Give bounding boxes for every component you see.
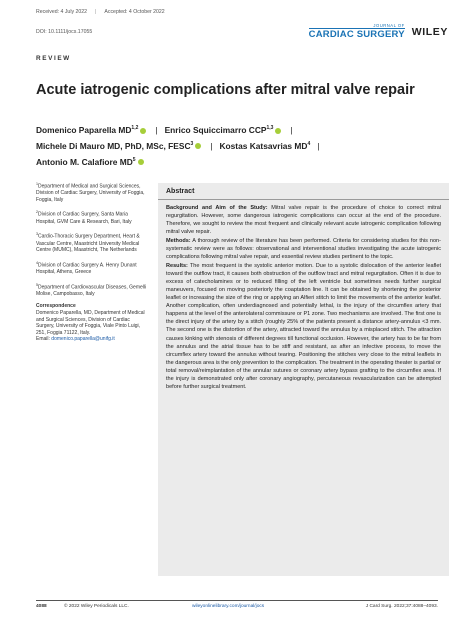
affiliation-text: Department of Cardiovascular Diseases, Gemelli Molise, Campobasso, Italy [36, 284, 147, 297]
email-link[interactable]: domenico.paparella@unifg.it [51, 336, 115, 343]
doi[interactable]: DOI: 10.1111/jocs.17055 [36, 29, 93, 35]
background-label: Background and Aim of the Study: [166, 205, 268, 211]
author-name: Antonio M. Calafiore MD [36, 156, 133, 167]
author-separator: | [210, 140, 213, 151]
correspondence-label: Correspondence [36, 303, 76, 310]
affiliations [36, 181, 148, 349]
author-affil: 3 [190, 140, 194, 147]
affiliation-text: Division of Cardiac Surgery A. Henry Dunant Hospital, Athens, Greece [36, 262, 137, 275]
orcid-icon[interactable] [275, 128, 281, 134]
abstract-background [166, 204, 441, 236]
section-label: REVIEW [36, 55, 71, 62]
author-list [36, 121, 456, 168]
methods-label: Methods: [166, 237, 191, 244]
author-name: Kostas Katsavrias MD [219, 140, 308, 151]
abstract-body [158, 200, 449, 391]
affiliation-num: 4 [36, 260, 38, 265]
author-separator: | [155, 124, 158, 135]
affiliation-text: Department of Medical and Surgical Sciences, Division of Cardiac Surgery, University of Foggia, Foggia, Italy [36, 183, 145, 203]
affiliation [36, 181, 148, 203]
orcid-icon[interactable] [140, 128, 146, 134]
correspondence-text: Domenico Paparella, MD, Department of Medical and Surgical Sciences, Division of Cardiac Surgery, University of Foggia, Viale Pinto Luigi, 251, Foggia 71122, Italy. [36, 310, 145, 336]
affiliation-num: 1 [36, 182, 38, 186]
author-affil: 1,3 [266, 125, 274, 131]
journal-logo-main: CARDIAC SURGERY [308, 29, 405, 40]
article-title: Acute iatrogenic complications after mitral valve repair [36, 82, 415, 98]
orcid-icon[interactable] [195, 143, 201, 149]
correspondence [36, 303, 148, 343]
author-name: Michele Di Mauro MD, PhD, MSc, FESC [36, 140, 191, 151]
author-affil: 4 [307, 140, 311, 147]
publisher-logo: WILEY [411, 25, 448, 38]
accepted-date: Accepted: 4 October 2022 [104, 9, 165, 15]
abstract-methods [166, 237, 441, 261]
affiliation-num: 5 [36, 282, 38, 287]
background-text: Mitral valve repair is the procedure of choice to correct mitral regurgitation. However, some dangerous iatrogenic complications can occur at the end of the procedure. Therefore, we sought to review the most frequent and clinically relevant acute iatrogenic complication following mitral valve repair. [166, 205, 442, 236]
journal-logo-small: JOURNAL OF [373, 23, 405, 28]
affiliation-num: 2 [36, 210, 38, 215]
copyright: © 2022 Wiley Periodicals LLC. [64, 604, 129, 609]
affiliation [36, 209, 148, 225]
affiliation [36, 282, 148, 298]
author-separator: | [317, 140, 320, 151]
author-separator: | [290, 124, 293, 135]
author-name: Domenico Paparella MD [36, 124, 132, 135]
footer-divider [36, 600, 438, 601]
methods-text: A thorough review of the literature has been performed. Criteria for considering studies for this non-systematic review were as follows: observational and interventional studies investigating the acute iatrogenic complications following mitral valve repair, and essential review studies pertinent to the topic. [166, 237, 441, 261]
article-dates [36, 9, 173, 15]
orcid-icon[interactable] [138, 159, 144, 165]
affiliation [36, 260, 148, 276]
abstract-box [158, 183, 449, 576]
author-affil: 1,2 [131, 125, 139, 131]
abstract-heading: Abstract [158, 183, 449, 200]
journal-url-link[interactable]: wileyonlinelibrary.com/journal/jocs [192, 604, 265, 609]
affiliation-text: Cardio-Thoracic Surgery Department, Heart & Vascular Centre, Maastricht University Medical Centre (MUMC), Maastricht, The Netherlands [36, 233, 140, 254]
author-affil: 5 [132, 156, 136, 163]
journal-logo [309, 23, 448, 40]
affiliation-num: 3 [36, 232, 38, 237]
results-text: The most frequent is the systolic anterior motion. Due to a systolic dislocation of the anterior leaflet toward the outflow tract, it causes both obstruction of the outflow tract and mitral regurgitation. Often it is due to excess of catecholamines or to reduced filling of the left ventricle but sometimes needs further surgical maneuvers, focused on moving posteriorly the coaptation line. It can be obtained by shortening the posterior leaflet or increasing the size of the ring or applying an Alfieri stitch to limit the movements of the anterior leaflet. Another complication, often underdiagnosed and potentially lethal, is the injury of the circumflex artery that happens at the level of the anterolateral commissure or P1 zone. Two mechanisms are involved. The first one is the direct injury of the artery by a stitch (roughly 25% of the patients present a distance artery-annulus <3 mm. The second one is the distortion of the artery, attracted toward the annulus by a misplaced stitch. The attraction causes kinking with stenosis of different degrees till functional occlusion. However, the artery has to be far from the annulus and the atrial tissue has to be stiff and resistant, as after an infective process, to move the circumflex artery toward the annulus without tearing. Positioning the stitches very close to the mitral leaflets in the dangerous area is the only prevention to the complication. The treatment in the operating theater is partial or total removal/reimplantation of the annular sutures or coronary artery bypass grafting to the circumflex area. If the injury is demonstrated only after coronary angiography, percutaneous revascularization can be attempted before further surgical treatment. [166, 262, 441, 391]
citation: J Card Surg. 2022;37:4088–4093. [365, 604, 438, 609]
results-label: Results: [166, 262, 188, 269]
date-separator: | [95, 9, 97, 15]
page-number: 4088 [36, 604, 47, 609]
affiliation-text: Division of Cardiac Surgery, Santa Maria Hospital, GVM Care & Research, Bari, Italy [36, 212, 132, 225]
email-label: Email: [36, 336, 50, 343]
abstract-results [166, 262, 441, 392]
received-date: Received: 4 July 2022 [36, 9, 88, 15]
author-name: Enrico Squiccimarro CCP [164, 124, 267, 135]
affiliation [36, 231, 148, 253]
